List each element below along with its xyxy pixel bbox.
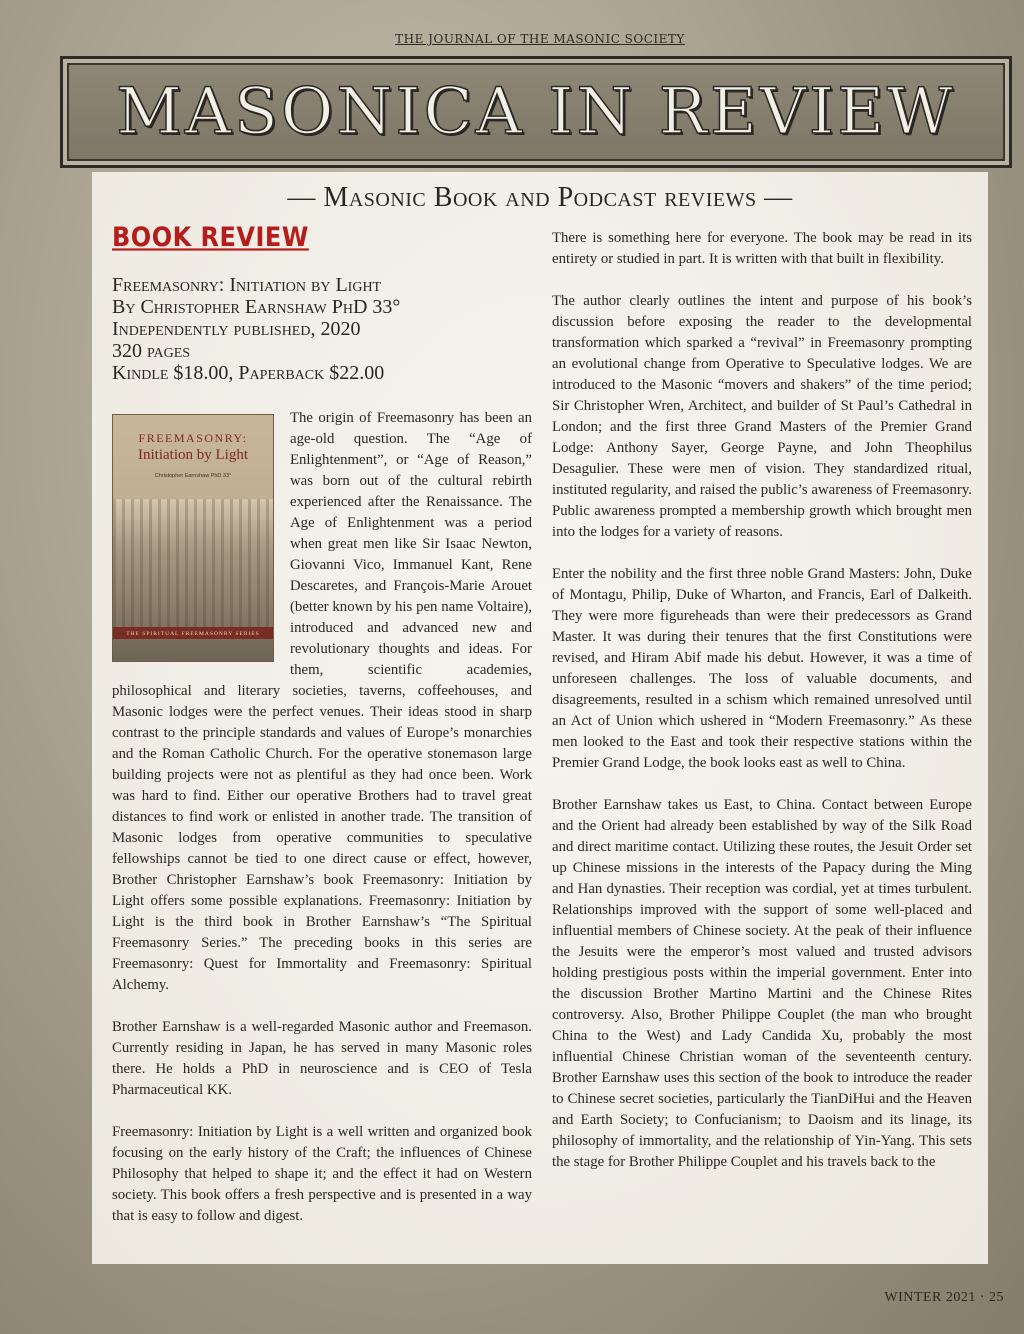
book-publisher: Independently published, 2020 bbox=[112, 318, 361, 340]
cover-title: FREEMASONRY: bbox=[138, 431, 248, 445]
left-column bbox=[112, 222, 532, 1248]
cover-cityscape bbox=[113, 499, 273, 629]
book-review-label: BOOK REVIEW bbox=[112, 222, 309, 253]
cover-subtitle: Initiation by Light bbox=[138, 447, 248, 463]
right-paragraph-1: There is something here for everyone. The book may be read in its entirety or studied in part. It is written with that built in flexibility. bbox=[552, 230, 972, 267]
right-paragraph-3: Enter the nobility and the first three noble Grand Masters: John, Duke of Montagu, Philip, Duke of Wharton, and Francis, Earl of Dalkeith. They were more figureheads than were their predecessors as Grand Master. It was during their tenures that the first Constitutions were revised, and Hiram Abif made his debut. However, it was a time of unforeseen challenges. The loss of valuable documents, and disagreements, resulted in a schism which remained unresolved until an Act of Union which ushered in “Modern Freemasonry.” As these men looked to the East and took their respective stations within the Premier Grand Lodge, the book looks east as well to China. bbox=[552, 566, 972, 771]
right-paragraph-4: Brother Earnshaw takes us East, to China. Contact between Europe and the Orient had already been established by way of the Silk Road and direct maritime contact. Utilizing these routes, the Jesuit Order set up Chinese missions in the interests of the Papacy during the Ming and Han dynasties. Their reception was cordial, yet at times turbulent. Relationships improved with the support of some well-placed and influential members of Chinese society. At the peak of their influence the Jesuits were the emperor’s most valued and trusted advisors holding prestigious posts within the imperial government. Enter into the discussion Brother Martino Martini and the Chinese Rites controversy. Also, Brother Philippe Couplet (the man who brought China to the West) and Lady Candida Xu, probably the most influential Chinese Christian woman of the seventeenth century. Brother Earnshaw uses this section of the book to introduce the reader to Chinese secret societies, particularly the TianDiHui and the Heaven and Earth Society; to Confucianism; to Daoism and its linage, its philosophy of immortality, and the relationship of Yin-Yang. This sets the stage for Brother Philippe Couplet and his travels back to the bbox=[552, 797, 972, 1170]
book-author: By Christopher Earnshaw PhD 33° bbox=[112, 296, 401, 318]
section-heading: — Masonic Book and Podcast reviews — bbox=[287, 182, 793, 213]
book-pages: 320 pages bbox=[112, 340, 191, 362]
book-price: Kindle $18.00, Paperback $22.00 bbox=[112, 362, 385, 384]
left-paragraph-1: The origin of Freemasonry has been an age-old question. The “Age of Enlightenment”, or “Age of Reason,” was born out of the cultural rebirth experienced after the Renaissance. The Age of Enlightenment was a period when great men like Sir Isaac Newton, Giovanni Vico, Immanuel Kant, Rene Descaretes, and François-Marie Arouet (better known by his pen name Voltaire), introduced and advanced new and revolutionary thoughts and ideas. For them, scientific academies, philosophical and literary societies, taverns, coffeehouses, and Masonic lodges were the perfect venues. Their ideas stood in sharp contrast to the principle standards and values of Europe’s monarchies and the Roman Catholic Church. For the operative stonemason large building projects were not as plentiful as they had once been. Work was hard to find. Either our operative Brothers had to travel great distances to find work or enlisted in another trade. The transition of Masonic lodges from operative communities to speculative fellowships cannot be tied to one direct cause or effect, however, Brother Christopher Earnshaw’s book Freemasonry: Initiation by Light offers some possible explanations. Freemasonry: Initiation by Light is the third book in Brother Earnshaw’s “The Spiritual Freemasonry Series.” The preceding books in this series are Freemasonry: Quest for Immortality and Freemasonry: Spiritual Alchemy. bbox=[112, 410, 532, 993]
banner bbox=[60, 56, 1012, 168]
book-info bbox=[112, 274, 532, 384]
left-paragraph-3: Freemasonry: Initiation by Light is a well written and organized book focusing on the early history of the Craft; the influences of Chinese Philosophy that helped to shape it; and the effect it had on Western society. This book offers a fresh perspective and is presented in a way that is easy to follow and digest. bbox=[112, 1124, 532, 1224]
right-column bbox=[552, 228, 972, 1194]
cover-series-text: THE SPIRITUAL FREEMASONRY SERIES bbox=[126, 631, 260, 637]
book-cover-image bbox=[112, 414, 274, 662]
left-paragraph-2: Brother Earnshaw is a well-regarded Masonic author and Freemason. Currently residing in Japan, he has served in many Masonic roles there. He holds a PhD in neuroscience and is CEO of Tesla Pharmaceutical KK. bbox=[112, 1019, 532, 1098]
page-footer: WINTER 2021 · 25 bbox=[884, 1290, 1004, 1305]
banner-title: MASONICA IN REVIEW bbox=[116, 75, 956, 149]
cover-author: Christopher Earnshaw PhD 33° bbox=[154, 473, 232, 479]
book-title: Freemasonry: Initiation by Light bbox=[112, 274, 382, 296]
journal-name: THE JOURNAL OF THE MASONIC SOCIETY bbox=[395, 32, 685, 46]
right-paragraph-2: The author clearly outlines the intent and purpose of his book’s discussion before exposing the reader to the developmental transformation which sparked a “revival” in Freemasonry prompting an evolutional change from Operative to Speculative lodges. We are introduced to the Masonic “movers and shakers” of the time period; Sir Christopher Wren, Architect, and builder of St Paul’s Cathedral in London; and the first three Grand Masters of the Premier Grand Lodge: Anthony Sayer, George Payne, and John Theophilus Desagulier. These were men of vision. They standardized ritual, instituted regularity, and raised the public’s awareness of Freemasonry. Public awareness prompted a membership growth which brought men into the lodges for a variety of reasons. bbox=[552, 293, 972, 540]
content-panel bbox=[92, 172, 988, 1264]
